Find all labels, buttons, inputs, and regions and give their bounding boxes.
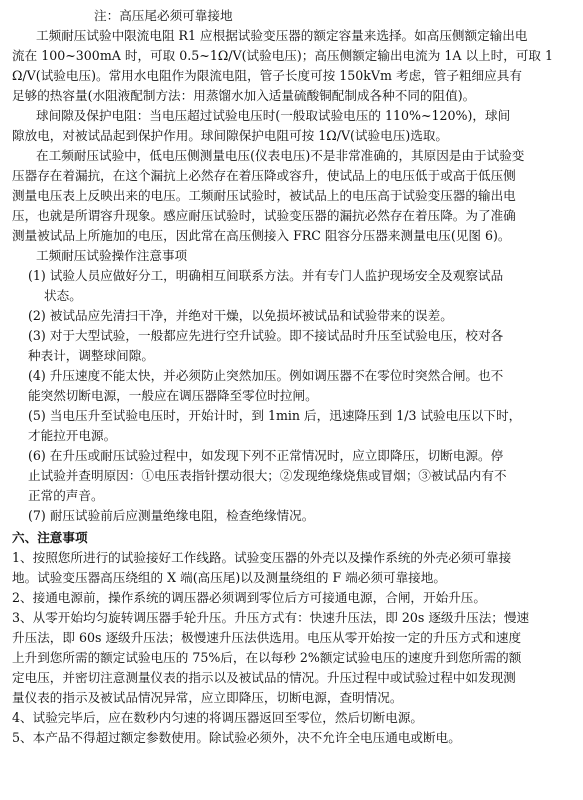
list-item-continuation: 状态。 — [44, 288, 82, 303]
list-item: 5、本产品不得超过额定参数使用。除试验必须外，决不允许全电压通电或断电。 — [12, 730, 461, 745]
paragraph-line: 测量被试品上所施加的电压，因此常在高压侧接入 FRC 阻容分压器来测量电压(见图 6)。 — [12, 228, 511, 243]
list-item: 2、接通电源前，操作系统的调压器必须调到零位后方可接通电源，合闸，开始升压。 — [12, 590, 486, 605]
paragraph-line: 测量电压表上反映出来的电压。工频耐压试验时，被试品上的电压高于试验变压器的输出电 — [12, 188, 516, 203]
paragraph-voltage-measurement — [12, 146, 573, 246]
list-item-continuation: 才能拉开电源。 — [28, 428, 117, 443]
paragraph-line: 在工频耐压试验中，低电压侧测量电压(仪表电压)不是非常准确的，其原因是由于试验变 — [36, 148, 525, 163]
paragraph-line: Ω/V(试验电压)。常用水电阻作为限流电阻，管子长度可按 150kVm 考虑，管子粗细应具有 — [12, 68, 522, 83]
paragraph-sphere-gap — [12, 106, 573, 146]
section-title: 六、注意事项 — [12, 530, 88, 545]
list-item: 1、按照您所进行的试验接好工作线路。试验变压器的外壳以及操作系统的外壳必须可靠接 — [12, 550, 512, 565]
paragraph-line: 球间隙及保护电阻：当电压超过试验电压时(一般取试验电压的 110%~120%)，球间 — [36, 108, 511, 123]
list-item-continuation: 量仪表的指示及被试品情况异常，应立即降压，切断电源，查明情况。 — [12, 690, 403, 705]
list-item: (7) 耐压试验前后应测量绝缘电阻，检查绝缘情况。 — [28, 508, 315, 523]
list-item: (1) 试验人员应做好分工，明确相互间联系方法。并有专门人监护现场安全及观察试品 — [28, 268, 504, 283]
precautions-list — [12, 266, 573, 526]
paragraph-line: 足够的热容量(水阻液配制方法：用蒸馏水加入适量硫酸铜配制成各种不同的阻值)。 — [12, 88, 476, 103]
list-item: 4、试验完毕后，应在数秒内匀速的将调压器返回至零位，然后切断电源。 — [12, 710, 424, 725]
list-item-continuation: 上升到您所需的额定试验电压的 75%后，在以每秒 2%额定试验电压的速度升到您所需的额 — [12, 650, 522, 665]
list-item: 3、从零开始均匀旋转调压器手轮升压。升压方式有：快速升压法，即 20s 逐级升压法；慢速 — [12, 610, 530, 625]
list-item-continuation: 能突然切断电源，一般应在调压器降至零位时拉闸。 — [28, 388, 318, 403]
paragraph-line: 工频耐压试验中限流电阻 R1 应根据试验变压器的额定容量来选择。如高压侧额定输出电 — [36, 28, 528, 43]
list-item-continuation: 升压法，即 60s 逐级升压法；极慢速升压法供选用。电压从零开始按一定的升压方式和速度 — [12, 630, 522, 645]
list-item: (4) 升压速度不能太快，并必须防止突然加压。例如调压器不在零位时突然合闸。也不 — [28, 368, 504, 383]
paragraph-line: 隙放电，对被试品起到保护作用。球间隙保护电阻可按 1Ω/V(试验电压)选取。 — [12, 128, 449, 143]
list-item-continuation: 止试验并查明原因：①电压表指针摆动很大；②发现绝缘烧焦或冒烟；③被试品内有不 — [28, 468, 507, 483]
list-item-continuation: 种表计，调整球间隙。 — [28, 348, 154, 363]
paragraph-line: 流在 100~300mA 时，可取 0.5~1Ω/V(试验电压)；高压侧额定输出电流为 1A 以上时，可取 1 — [12, 48, 554, 63]
precautions-title: 工频耐压试验操作注意事项 — [36, 248, 188, 263]
paragraph-line: 压器存在着漏抗，在这个漏抗上必然存在着压降或容升，使试品上的电压低于或高于低压侧 — [12, 168, 516, 183]
list-item-continuation: 正常的声音。 — [28, 488, 104, 503]
paragraph-line: 压，也就是所谓容升现象。感应耐压试验时，试验变压器的漏抗必然存在着压降。为了准确 — [12, 208, 516, 223]
list-item-continuation: 地。试验变压器高压绕组的 X 端(高压尾)以及测量绕组的 F 端必须可靠接地。 — [12, 570, 446, 585]
list-item: (2) 被试品应先清扫干净，并绝对干燥，以免损坏被试品和试验带来的误差。 — [28, 308, 453, 323]
section-notes-list — [12, 548, 573, 748]
list-item-continuation: 定电压，并密切注意测量仪表的指示以及被试品的情况。升压过程中或试验过程中如发现测 — [12, 670, 516, 685]
list-item: (6) 在升压或耐压试验过程中，如发现下列不正常情况时，应立即降压，切断电源。停 — [28, 448, 504, 463]
list-item: (5) 当电压升至试验电压时，开始计时，到 1min 后，迅速降压到 1/3 试验电压以下时， — [28, 408, 522, 423]
list-item: (3) 对于大型试验，一般都应先进行空升试验。即不接试品时升压至试验电压，校对各 — [28, 328, 504, 343]
paragraph-current-limiting-resistor — [12, 26, 573, 106]
grounding-note: 注：高压尾必须可靠接地 — [94, 8, 233, 23]
